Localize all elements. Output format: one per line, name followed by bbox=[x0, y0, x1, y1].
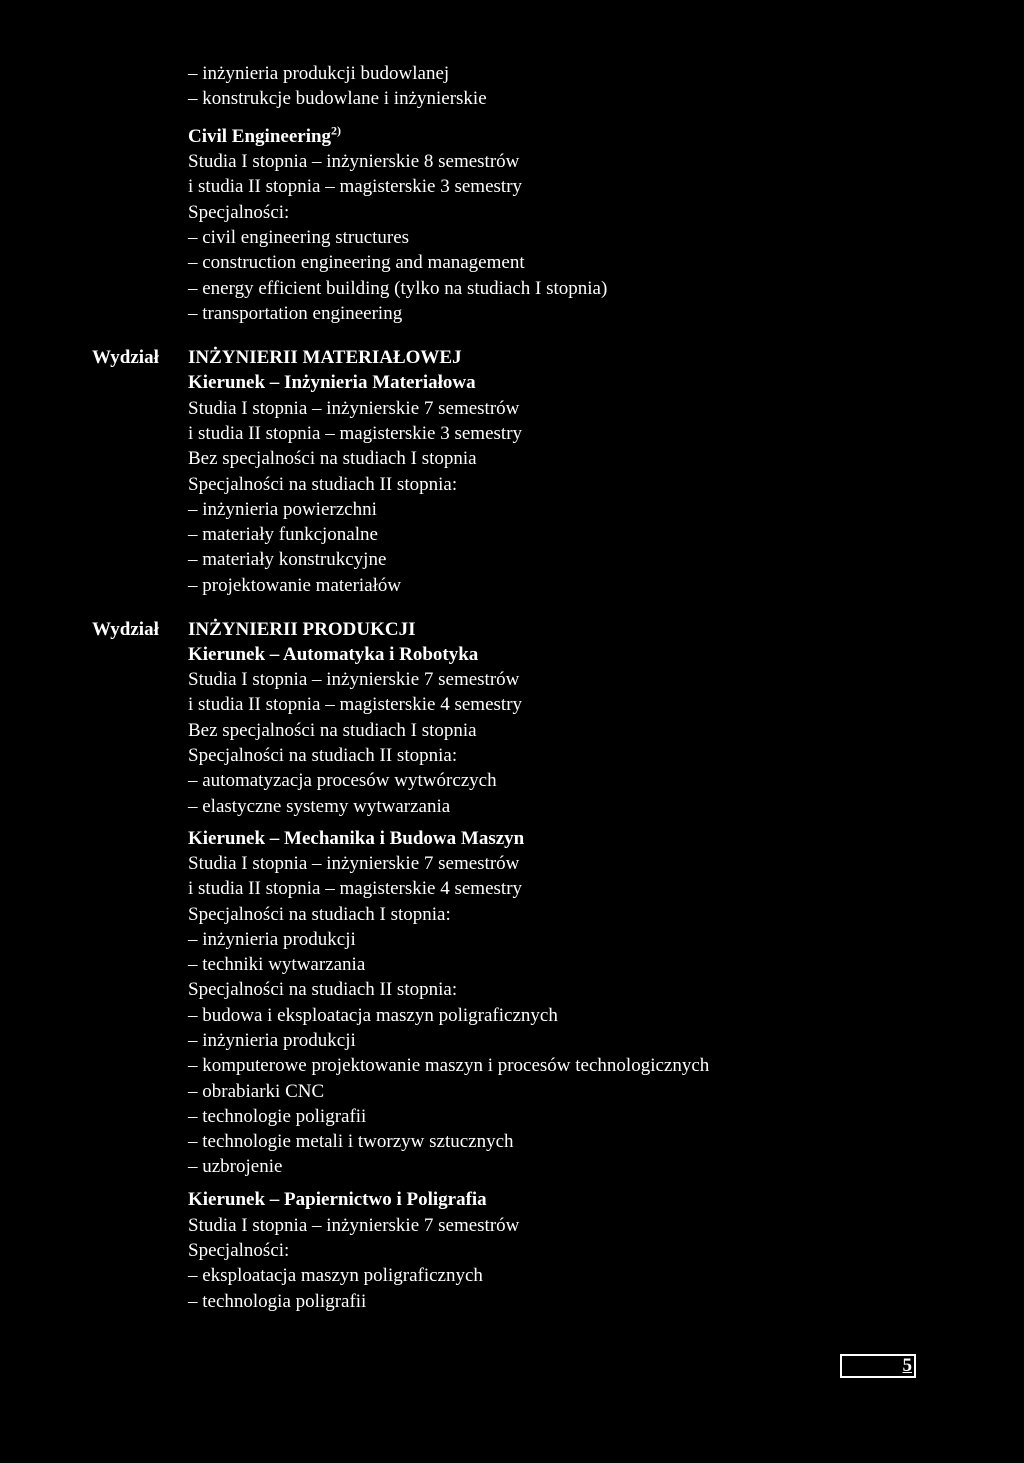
program-title: Kierunek – Automatyka i Robotyka bbox=[188, 644, 479, 665]
text-line: Specjalności: bbox=[188, 202, 290, 223]
list-item: – obrabiarki CNC bbox=[188, 1081, 325, 1102]
list-item: – techniki wytwarzania bbox=[188, 954, 366, 975]
text-line: Specjalności na studiach II stopnia: bbox=[188, 745, 458, 766]
list-item: – energy efficient building (tylko na studiach I stopnia) bbox=[188, 278, 608, 299]
faculty-label: Wydział bbox=[92, 619, 159, 640]
list-item: – konstrukcje budowlane i inżynierskie bbox=[188, 88, 487, 109]
list-item: – inżynieria powierzchni bbox=[188, 499, 377, 520]
list-item: – technologie poligrafii bbox=[188, 1106, 367, 1127]
text-line: Studia I stopnia – inżynierskie 8 semestrów bbox=[188, 151, 520, 172]
list-item: – projektowanie materiałów bbox=[188, 575, 402, 596]
text-line: i studia II stopnia – magisterskie 3 semestry bbox=[188, 423, 523, 444]
list-item: – inżynieria produkcji budowlanej bbox=[188, 63, 450, 84]
program-title: Kierunek – Mechanika i Budowa Maszyn bbox=[188, 828, 525, 849]
list-item: – materiały konstrukcyjne bbox=[188, 549, 387, 570]
text-line: i studia II stopnia – magisterskie 4 semestry bbox=[188, 694, 523, 715]
faculty-name: INŻYNIERII MATERIAŁOWEJ bbox=[188, 347, 462, 368]
list-item: – eksploatacja maszyn poligraficznych bbox=[188, 1265, 483, 1286]
list-item: – komputerowe projektowanie maszyn i procesów technologicznych bbox=[188, 1055, 710, 1076]
page-number: 5 bbox=[899, 1354, 917, 1378]
list-item: – civil engineering structures bbox=[188, 227, 410, 248]
list-item: – budowa i eksploatacja maszyn poligraficznych bbox=[188, 1005, 558, 1026]
program-title: Kierunek – Inżynieria Materiałowa bbox=[188, 372, 476, 393]
text-line: Specjalności na studiach II stopnia: bbox=[188, 474, 458, 495]
program-title-text: Civil Engineering bbox=[188, 126, 332, 147]
text-line: Specjalności na studiach II stopnia: bbox=[188, 979, 458, 1000]
page-number-box bbox=[840, 1354, 916, 1378]
program-title: Kierunek – Papiernictwo i Poligrafia bbox=[188, 1189, 487, 1210]
text-line: Bez specjalności na studiach I stopnia bbox=[188, 448, 477, 469]
text-line: Specjalności na studiach I stopnia: bbox=[188, 904, 451, 925]
program-title bbox=[188, 124, 341, 149]
list-item: – inżynieria produkcji bbox=[188, 1030, 356, 1051]
text-line: Studia I stopnia – inżynierskie 7 semestrów bbox=[188, 669, 520, 690]
list-item: – automatyzacja procesów wytwórczych bbox=[188, 770, 497, 791]
text-line: Bez specjalności na studiach I stopnia bbox=[188, 720, 477, 741]
list-item: – technologie metali i tworzyw sztucznych bbox=[188, 1131, 514, 1152]
text-line: i studia II stopnia – magisterskie 4 semestry bbox=[188, 878, 523, 899]
list-item: – inżynieria produkcji bbox=[188, 929, 356, 950]
text-line: Studia I stopnia – inżynierskie 7 semestrów bbox=[188, 398, 520, 419]
list-item: – construction engineering and management bbox=[188, 252, 525, 273]
list-item: – transportation engineering bbox=[188, 303, 403, 324]
list-item: – materiały funkcjonalne bbox=[188, 524, 378, 545]
text-line: Studia I stopnia – inżynierskie 7 semestrów bbox=[188, 853, 520, 874]
list-item: – elastyczne systemy wytwarzania bbox=[188, 796, 451, 817]
list-item: – uzbrojenie bbox=[188, 1156, 283, 1177]
text-line: Studia I stopnia – inżynierskie 7 semestrów bbox=[188, 1215, 520, 1236]
faculty-label: Wydział bbox=[92, 347, 159, 368]
text-line: i studia II stopnia – magisterskie 3 semestry bbox=[188, 176, 523, 197]
text-line: Specjalności: bbox=[188, 1240, 290, 1261]
faculty-name: INŻYNIERII PRODUKCJI bbox=[188, 619, 416, 640]
footnote-marker: 2) bbox=[331, 123, 342, 138]
list-item: – technologia poligrafii bbox=[188, 1291, 367, 1312]
